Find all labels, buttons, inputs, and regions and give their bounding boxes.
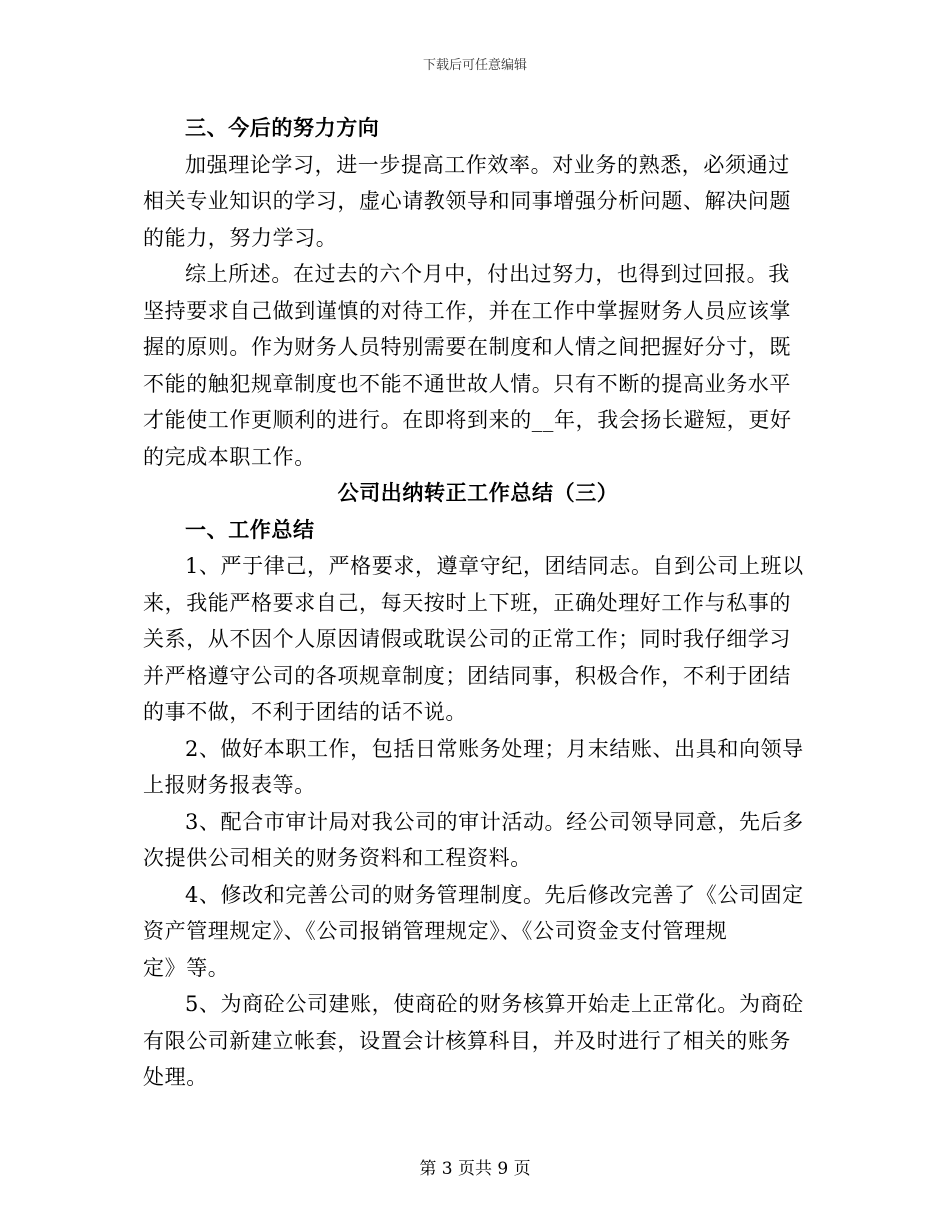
paragraph-line: 并严格遵守公司的各项规章制度；团结同事，积极合作，不利于团结 [143,663,791,688]
paragraph-line: 2、做好本职工作，包括日常账务处理；月末结账、出具和向领导 [185,736,804,761]
paragraph-line: 来，我能严格要求自己，每天按时上下班，正确处理好工作与私事的 [143,590,791,615]
paragraph-line: 5、为商砼公司建账，使商砼的财务核算开始走上正常化。为商砼 [185,992,804,1016]
paragraph-line: 资产管理规定》、《公司报销管理规定》、《公司资金支付管理规 [143,919,728,943]
paragraph-line: 坚持要求自己做到谨慎的对待工作，并在工作中掌握财务人员应该掌 [143,298,791,323]
section-heading: 一、工作总结 [185,517,315,542]
page-number-footer: 第 3 页共 9 页 [419,1159,531,1179]
section-title: 公司出纳转正工作总结（三） [337,481,619,505]
paragraph-line: 的能力，努力学习。 [143,225,338,250]
paragraph-line: 的事不做，不利于团结的话不说。 [143,700,467,724]
paragraph-line: 次提供公司相关的财务资料和工程资料。 [143,846,532,870]
page-header-note: 下载后可任意编辑 [422,58,527,73]
section-heading: 三、今后的努力方向 [185,116,380,140]
paragraph-line: 1、严于律己，严格要求，遵章守纪，团结同志。自到公司上班以 [185,554,804,578]
paragraph-line: 3、配合市审计局对我公司的审计活动。经公司领导同意，先后多 [185,809,804,834]
document-body [143,110,813,1096]
paragraph-line: 握的原则。作为财务人员特别需要在制度和人情之间把握好分寸，既 [143,335,791,359]
paragraph-line: 4、修改和完善公司的财务管理制度。先后修改完善了《公司固定 [185,882,804,907]
paragraph-line: 有限公司新建立帐套，设置会计核算科目，并及时进行了相关的账务 [143,1028,791,1053]
paragraph-line: 定》等。 [143,955,230,980]
paragraph-line: 不能的触犯规章制度也不能不通世故人情。只有不断的提高业务水平 [143,371,791,396]
paragraph-line: 才能使工作更顺利的进行。在即将到来的__年，我会扬长避短，更好 [143,408,792,432]
paragraph-line: 的完成本职工作。 [143,444,316,469]
paragraph-line: 综上所述。在过去的六个月中，付出过努力，也得到过回报。我 [185,262,790,286]
paragraph-line: 相关专业知识的学习，虚心请教领导和同事增强分析问题、解决问题 [143,189,791,213]
paragraph-line: 加强理论学习，进一步提高工作效率。对业务的熟悉，必须通过 [185,152,790,177]
paragraph-line: 处理。 [143,1065,208,1089]
paragraph-line: 上报财务报表等。 [143,773,316,797]
paragraph-line: 关系，从不因个人原因请假或耽误公司的正常工作；同时我仔细学习 [143,627,791,651]
